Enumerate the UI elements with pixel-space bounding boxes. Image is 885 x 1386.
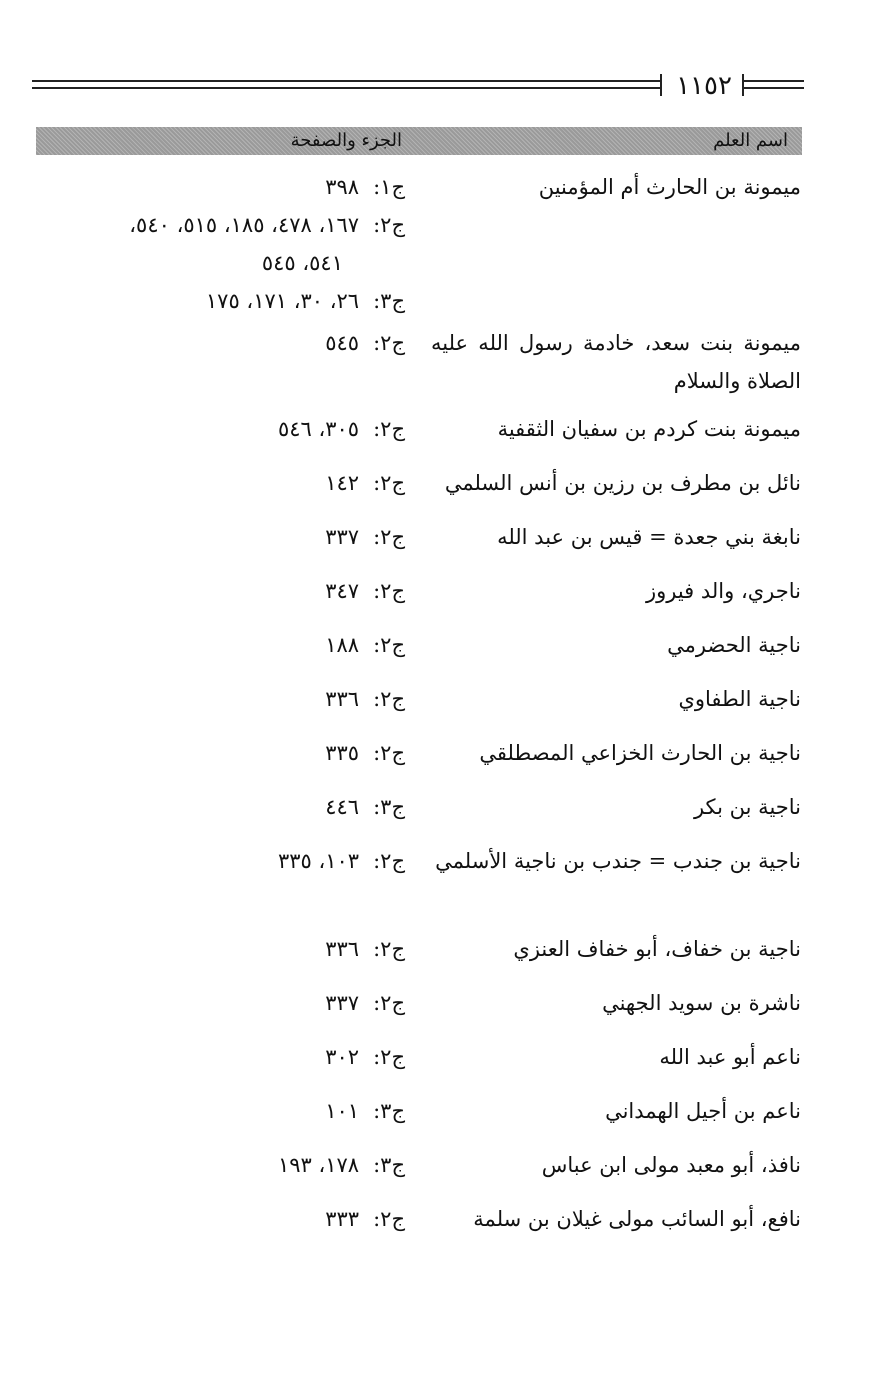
reference-line	[35, 734, 405, 772]
volume-label: ج١:	[373, 175, 405, 199]
page-numbers: ٣٣٧	[325, 525, 360, 549]
entry-name: ناجية الحضرمي	[667, 633, 801, 657]
entry-name: نافع، أبو السائب مولى غيلان بن سلمة	[473, 1207, 801, 1231]
reference-line	[35, 464, 405, 502]
entry-references	[35, 788, 405, 826]
reference-line	[35, 984, 405, 1022]
entry-references	[35, 410, 405, 448]
entry-name: ناعم بن أجيل الهمداني	[605, 1099, 801, 1123]
page-numbers: ٣٣٦	[325, 687, 360, 711]
reference-line	[35, 1146, 405, 1184]
page-numbers: ٣٣٥	[325, 741, 360, 765]
reference-line	[35, 168, 405, 206]
page-numbers: ٣٩٨	[325, 175, 360, 199]
reference-line	[35, 572, 405, 610]
volume-label: ج٢:	[373, 471, 405, 495]
entry-references	[35, 324, 405, 362]
page-numbers: ٣٣٧	[325, 991, 360, 1015]
page-numbers: ٢٦، ٣٠، ١٧١، ١٧٥	[205, 289, 360, 313]
entry-name: ناجية بن خفاف، أبو خفاف العنزي	[513, 937, 801, 961]
volume-label: ج٢:	[373, 1045, 405, 1069]
page-numbers: ١٨٨	[325, 633, 360, 657]
entry-name: ميمونة بنت سعد، خادمة رسول الله عليه الصلاة والسلام	[431, 331, 801, 393]
reference-line	[35, 842, 405, 880]
entry-references	[35, 168, 405, 320]
page-numbers: ١٤٢	[325, 471, 360, 495]
reference-line	[35, 626, 405, 664]
entry-references	[35, 572, 405, 610]
entry-name: نافذ، أبو معبد مولى ابن عباس	[541, 1153, 801, 1177]
volume-label: ج٢:	[373, 525, 405, 549]
page-numbers: ٤٤٦	[325, 795, 360, 819]
reference-line	[35, 1092, 405, 1130]
entry-references	[35, 680, 405, 718]
page-numbers: ٥٤٥	[325, 331, 360, 355]
reference-line	[35, 324, 405, 362]
volume-label: ج٢:	[373, 1207, 405, 1231]
volume-label: ج٢:	[373, 633, 405, 657]
entry-references	[35, 518, 405, 556]
entry-references	[35, 464, 405, 502]
volume-label: ج٢:	[373, 331, 405, 355]
volume-label: ج٢:	[373, 991, 405, 1015]
page-numbers: ١٦٧، ٤٧٨، ١٨٥، ٥١٥، ٥٤٠،	[129, 213, 360, 237]
entry-name: ميمونة بن الحارث أم المؤمنين	[538, 175, 801, 199]
reference-line	[35, 518, 405, 556]
volume-label: ج٢:	[373, 417, 405, 441]
reference-line	[35, 680, 405, 718]
entry-name: ميمونة بنت كردم بن سفيان الثقفية	[497, 417, 801, 441]
reference-line	[35, 206, 405, 244]
volume-label: ج٣:	[373, 1099, 405, 1123]
volume-label: ج٢:	[373, 937, 405, 961]
page-numbers: ٣٣٦	[325, 937, 360, 961]
entry-name: ناجية بن بكر	[693, 795, 801, 819]
page-numbers: ٣٣٣	[325, 1207, 360, 1231]
entry-references	[35, 842, 405, 880]
reference-line	[35, 1038, 405, 1076]
volume-label: ج٣:	[373, 289, 405, 313]
volume-label: ج٣:	[373, 1153, 405, 1177]
header-reference-column: الجزء والصفحة	[290, 130, 402, 151]
volume-label: ج٢:	[373, 213, 405, 237]
entry-name: ناجية بن الحارث الخزاعي المصطلقي	[479, 741, 801, 765]
rule-separator	[660, 74, 662, 96]
entry-references	[35, 626, 405, 664]
page-numbers: ١٠١	[325, 1099, 360, 1123]
volume-label: ج٢:	[373, 579, 405, 603]
page-numbers: ٣٤٧	[325, 579, 360, 603]
header-name-column: اسم العلم	[713, 130, 788, 151]
page-numbers: ١٧٨، ١٩٣	[277, 1153, 360, 1177]
top-rule	[32, 80, 660, 89]
entry-name: ناجري، والد فيروز	[645, 579, 801, 603]
entry-name: نائل بن مطرف بن رزين بن أنس السلمي	[444, 471, 801, 495]
entry-name: ناجية الطفاوي	[678, 687, 801, 711]
page-numbers: ٣٠٥، ٥٤٦	[277, 417, 360, 441]
entry-references	[35, 1200, 405, 1238]
entry-references	[35, 1092, 405, 1130]
volume-label: ج٣:	[373, 795, 405, 819]
page-numbers: ١٠٣، ٣٣٥	[277, 849, 360, 873]
page-number: ١١٥٢	[676, 71, 732, 101]
entry-references	[35, 1038, 405, 1076]
volume-label: ج٢:	[373, 687, 405, 711]
entry-name: ناشرة بن سويد الجهني	[602, 991, 801, 1015]
volume-label: ج٢:	[373, 849, 405, 873]
table-header	[36, 127, 802, 155]
top-rule-right	[744, 80, 804, 89]
entry-name: ناعم أبو عبد الله	[659, 1045, 801, 1069]
entry-name: ناجية بن جندب = جندب بن ناجية الأسلمي	[435, 849, 801, 873]
entry-references	[35, 984, 405, 1022]
reference-line	[35, 788, 405, 826]
page-numbers: ٥٤١، ٥٤٥	[261, 251, 343, 275]
entry-name: نابغة بني جعدة = قيس بن عبد الله	[497, 525, 801, 549]
reference-line	[35, 410, 405, 448]
reference-line	[35, 930, 405, 968]
reference-line	[35, 1200, 405, 1238]
reference-line	[35, 282, 405, 320]
reference-line	[35, 244, 405, 282]
volume-label: ج٢:	[373, 741, 405, 765]
page-numbers: ٣٠٢	[325, 1045, 360, 1069]
entry-references	[35, 930, 405, 968]
entry-references	[35, 734, 405, 772]
entry-references	[35, 1146, 405, 1184]
